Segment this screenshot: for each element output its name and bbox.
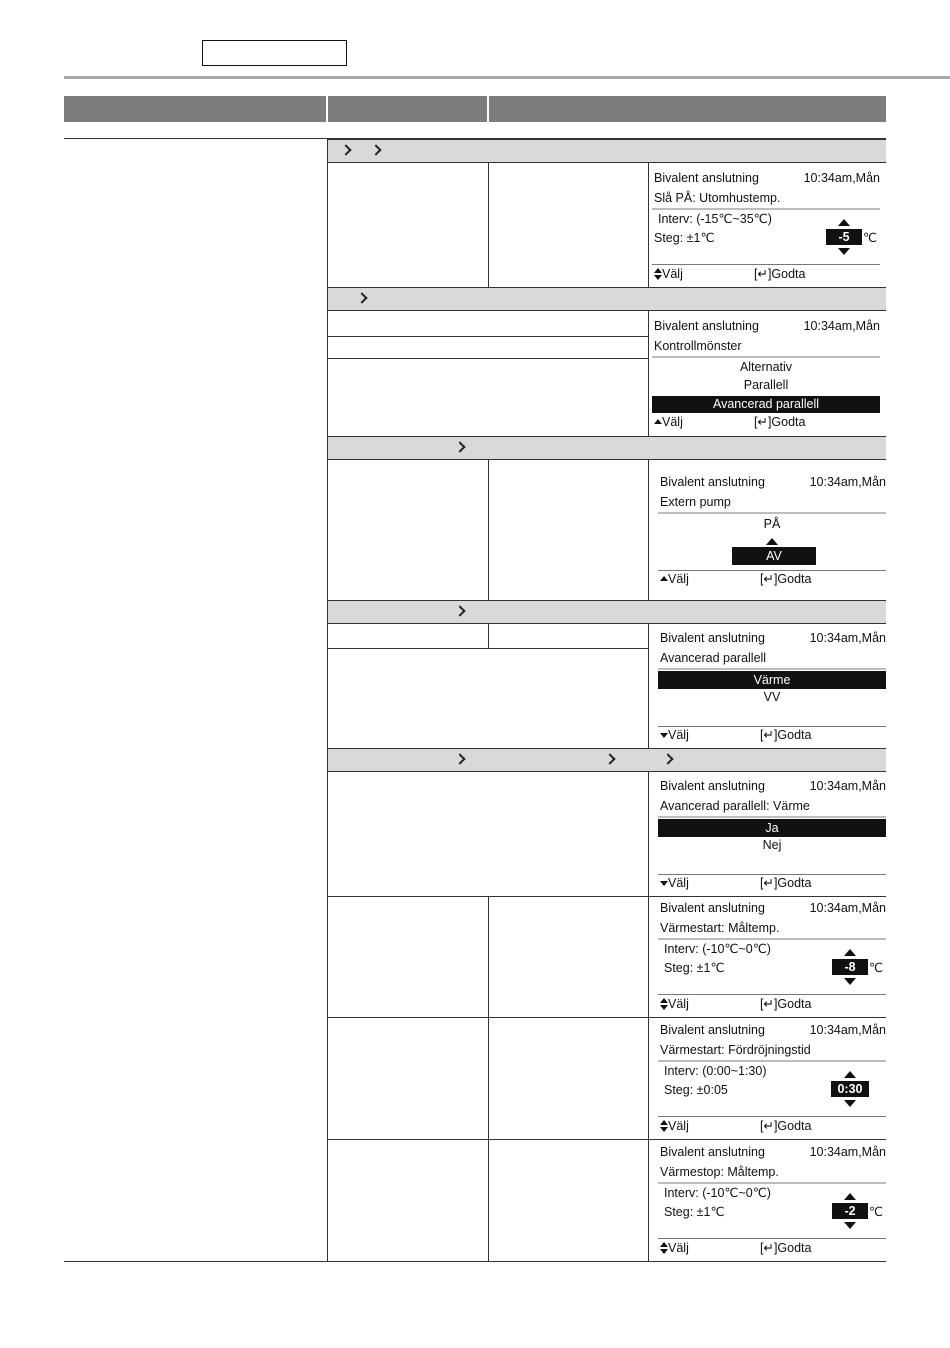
select-hint	[660, 876, 689, 891]
header-rule	[64, 76, 950, 79]
select-hint	[660, 997, 689, 1012]
up-down-icon	[660, 998, 668, 1010]
screen-header	[654, 171, 882, 186]
column-divider	[488, 163, 489, 287]
table-header-divider	[487, 96, 489, 122]
option-item: PÅ	[763, 517, 781, 531]
menu-path-row	[328, 600, 886, 624]
select-label: Välj	[662, 267, 683, 281]
screen-heading: Extern pump	[660, 495, 731, 509]
screen-header	[660, 475, 888, 490]
range-text: Interv: (-10℃~0℃)	[664, 942, 771, 956]
arrow-down-icon	[844, 978, 856, 985]
lcd-screen-outdoor-temp	[652, 171, 880, 283]
menu-path-row	[328, 436, 886, 460]
confirm-hint	[760, 876, 811, 891]
screen-time: 10:34am,Mån	[809, 631, 886, 645]
confirm-label: Godta	[777, 997, 812, 1011]
value-display: -8	[832, 959, 868, 975]
select-hint	[660, 1119, 689, 1134]
chevron-right-icon	[340, 144, 351, 155]
screen-header	[660, 631, 888, 646]
screen-rule	[652, 356, 880, 358]
confirm-label: Godta	[777, 876, 812, 890]
value-display: 0:30	[831, 1081, 869, 1097]
up-down-icon	[654, 268, 662, 280]
screen-time: 10:34am,Mån	[809, 475, 886, 489]
table-rule	[64, 1261, 886, 1262]
column-divider	[488, 624, 489, 648]
option-item: Nej	[762, 838, 782, 852]
lcd-screen-advanced-parallel-heat	[658, 779, 886, 893]
range-text: Interv: (-10℃~0℃)	[664, 1186, 771, 1200]
select-label: Välj	[668, 997, 689, 1011]
screen-rule	[658, 938, 886, 940]
screen-header	[660, 1023, 888, 1038]
arrow-down-icon	[660, 881, 668, 886]
select-hint	[660, 1241, 689, 1256]
screen-rule	[658, 668, 886, 670]
confirm-label: Godta	[777, 1119, 812, 1133]
select-label: Välj	[668, 1241, 689, 1255]
select-label: Välj	[668, 1119, 689, 1133]
select-label: Välj	[668, 572, 689, 586]
confirm-hint	[760, 572, 811, 587]
screen-header	[660, 1145, 888, 1160]
screen-header	[654, 319, 882, 334]
lcd-screen-heat-start-target	[658, 901, 886, 1013]
column-divider	[648, 896, 649, 1261]
enter-icon: [↵]	[754, 415, 772, 429]
column-divider	[648, 311, 649, 436]
row-rule	[328, 1017, 886, 1018]
screen-time: 10:34am,Mån	[803, 171, 880, 185]
screen-title: Bivalent anslutning	[660, 475, 765, 489]
confirm-label: Godta	[771, 415, 806, 429]
chevron-right-icon	[356, 292, 367, 303]
section-label-box	[202, 40, 347, 66]
enter-icon: [↵]	[760, 728, 778, 742]
option-item: Alternativ	[739, 360, 793, 374]
chevron-right-icon	[454, 441, 465, 452]
step-text: Steg: ±1℃	[664, 961, 725, 975]
confirm-hint	[760, 728, 811, 743]
arrow-down-icon	[844, 1100, 856, 1107]
option-item-selected: Avancerad parallell	[652, 396, 880, 413]
select-label: Välj	[662, 415, 683, 429]
lcd-screen-external-pump	[658, 475, 886, 589]
screen-header	[660, 779, 888, 794]
menu-path-row	[328, 748, 886, 772]
arrow-up-icon	[844, 1071, 856, 1078]
range-text: Interv: (0:00~1:30)	[664, 1064, 767, 1078]
arrow-down-icon	[844, 1222, 856, 1229]
screen-rule	[658, 1182, 886, 1184]
row-rule	[328, 896, 886, 897]
screen-title: Bivalent anslutning	[654, 319, 759, 333]
screen-heading: Slå PÅ: Utomhustemp.	[654, 191, 781, 205]
chevron-right-icon	[662, 753, 673, 764]
range-text: Interv: (-15℃~35℃)	[658, 212, 772, 226]
select-hint	[654, 267, 683, 282]
enter-icon: [↵]	[760, 1119, 778, 1133]
enter-icon: [↵]	[760, 572, 778, 586]
screen-title: Bivalent anslutning	[660, 1145, 765, 1159]
row-rule	[328, 358, 648, 359]
enter-icon: [↵]	[760, 876, 778, 890]
select-label: Välj	[668, 728, 689, 742]
value-display: -5	[826, 229, 862, 245]
unit-label: ℃	[863, 231, 878, 245]
screen-header	[660, 901, 888, 916]
enter-icon: [↵]	[754, 267, 772, 281]
menu-path-row	[328, 287, 886, 311]
screen-heading: Avancerad parallell: Värme	[660, 799, 810, 813]
screen-rule	[652, 264, 880, 265]
option-item: VV	[763, 690, 781, 704]
lcd-screen-heat-start-delay	[658, 1023, 886, 1135]
confirm-label: Godta	[771, 267, 806, 281]
arrow-up-icon	[654, 419, 662, 424]
column-divider	[648, 460, 649, 600]
enter-icon: [↵]	[760, 997, 778, 1011]
screen-rule	[658, 1238, 886, 1239]
screen-time: 10:34am,Mån	[809, 779, 886, 793]
column-divider	[648, 772, 649, 896]
lcd-screen-control-pattern	[652, 319, 880, 431]
arrow-down-icon	[660, 733, 668, 738]
screen-title: Bivalent anslutning	[660, 901, 765, 915]
option-item-selected: Ja	[658, 819, 886, 837]
lcd-screen-advanced-parallel	[658, 631, 886, 745]
row-rule	[328, 336, 648, 337]
screen-title: Bivalent anslutning	[654, 171, 759, 185]
option-item: Parallell	[743, 378, 789, 392]
confirm-hint	[760, 997, 811, 1012]
column-divider	[488, 896, 489, 1261]
arrow-up-icon	[766, 538, 778, 545]
screen-heading: Värmestop: Måltemp.	[660, 1165, 779, 1179]
confirm-label: Godta	[777, 728, 812, 742]
up-down-icon	[660, 1120, 668, 1132]
confirm-label: Godta	[777, 1241, 812, 1255]
chevron-right-icon	[604, 753, 615, 764]
screen-rule	[658, 994, 886, 995]
step-text: Steg: ±0:05	[664, 1083, 728, 1097]
screen-rule	[658, 726, 886, 727]
option-item-selected: Värme	[658, 671, 886, 689]
screen-rule	[658, 1116, 886, 1117]
confirm-label: Godta	[777, 572, 812, 586]
arrow-up-icon	[838, 219, 850, 226]
select-hint	[660, 728, 689, 743]
screen-time: 10:34am,Mån	[809, 901, 886, 915]
select-label: Välj	[668, 876, 689, 890]
row-rule	[328, 1139, 886, 1140]
screen-rule	[658, 512, 886, 514]
screen-title: Bivalent anslutning	[660, 631, 765, 645]
table-header	[64, 96, 886, 122]
lcd-screen-heat-stop-target	[658, 1145, 886, 1257]
menu-path-row	[328, 139, 886, 163]
confirm-hint	[754, 415, 805, 430]
chevron-right-icon	[454, 605, 465, 616]
unit-label: ℃	[869, 1205, 884, 1219]
arrow-up-icon	[844, 1193, 856, 1200]
confirm-hint	[760, 1241, 811, 1256]
screen-time: 10:34am,Mån	[803, 319, 880, 333]
screen-rule	[658, 570, 886, 571]
unit-label: ℃	[869, 961, 884, 975]
column-divider	[648, 624, 649, 748]
confirm-hint	[760, 1119, 811, 1134]
screen-title: Bivalent anslutning	[660, 1023, 765, 1037]
column-divider	[648, 163, 649, 287]
value-display: -2	[832, 1203, 868, 1219]
confirm-hint	[754, 267, 805, 282]
option-item-selected: AV	[732, 547, 816, 565]
arrow-up-icon	[844, 949, 856, 956]
chevron-right-icon	[370, 144, 381, 155]
step-text: Steg: ±1℃	[654, 231, 715, 245]
enter-icon: [↵]	[760, 1241, 778, 1255]
screen-rule	[658, 816, 886, 818]
screen-time: 10:34am,Mån	[809, 1023, 886, 1037]
screen-time: 10:34am,Mån	[809, 1145, 886, 1159]
arrow-up-icon	[660, 576, 668, 581]
screen-rule	[658, 1060, 886, 1062]
step-text: Steg: ±1℃	[664, 1205, 725, 1219]
screen-heading: Avancerad parallell	[660, 651, 767, 665]
screen-rule	[658, 874, 886, 875]
screen-heading: Kontrollmönster	[654, 339, 742, 353]
column-divider	[488, 460, 489, 600]
screen-rule	[652, 208, 880, 210]
screen-heading: Värmestart: Måltemp.	[660, 921, 780, 935]
screen-title: Bivalent anslutning	[660, 779, 765, 793]
up-down-icon	[660, 1242, 668, 1254]
arrow-down-icon	[838, 248, 850, 255]
select-hint	[660, 572, 689, 587]
screen-heading: Värmestart: Fördröjningstid	[660, 1043, 811, 1057]
table-header-divider	[326, 96, 328, 122]
row-rule	[328, 648, 648, 649]
chevron-right-icon	[454, 753, 465, 764]
select-hint	[654, 415, 683, 430]
